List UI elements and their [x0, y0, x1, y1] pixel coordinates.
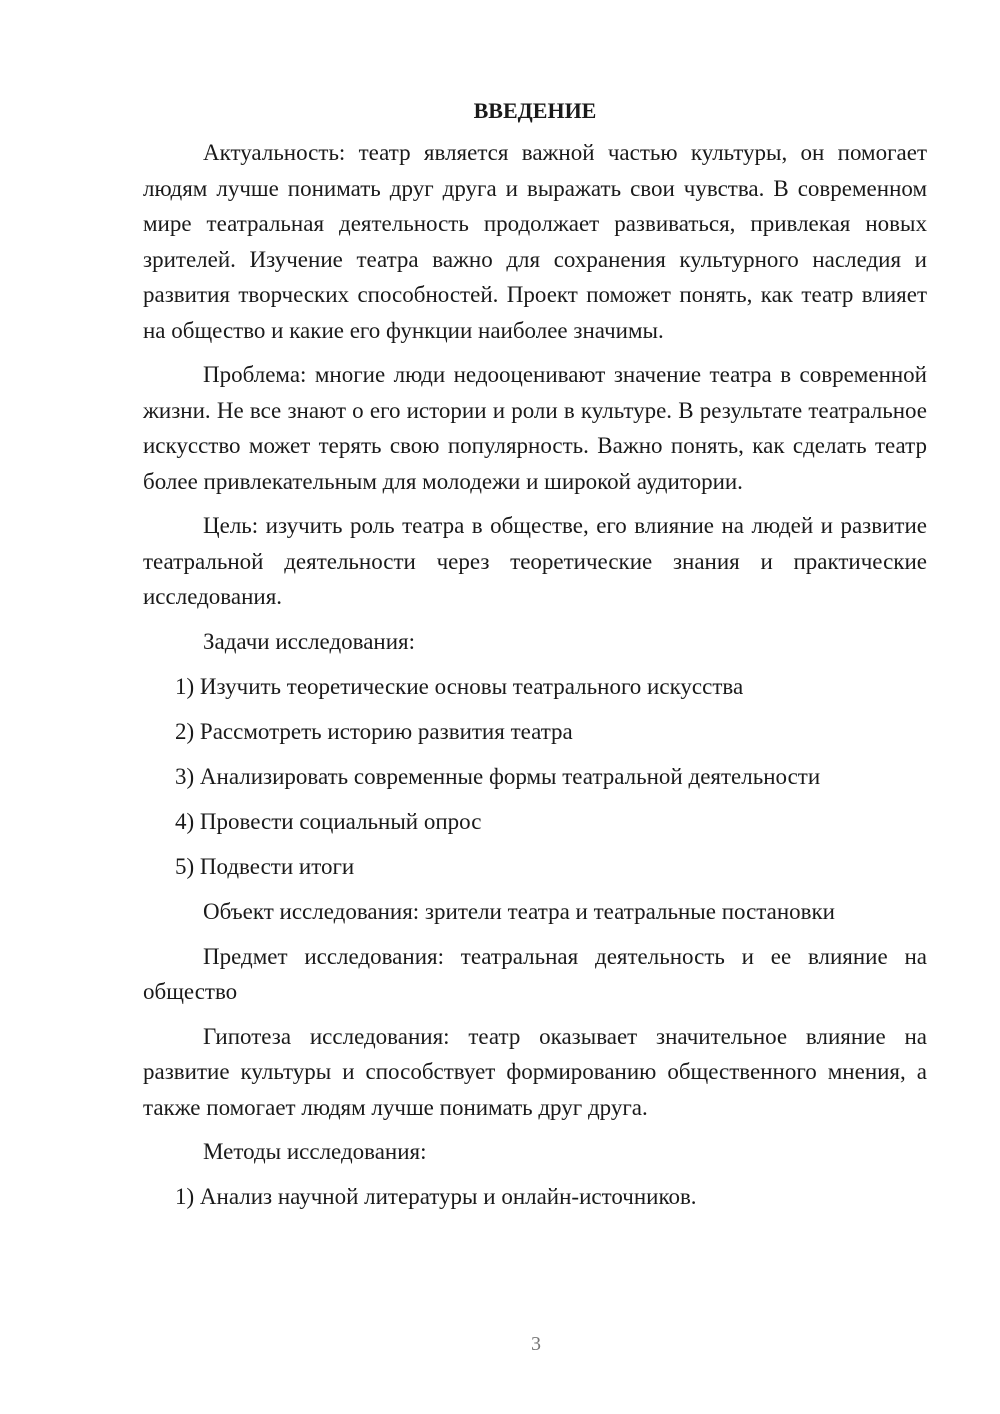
list-item: 5) Подвести итоги — [175, 853, 355, 879]
tasks-list — [143, 669, 927, 885]
problem-paragraph: Проблема: многие люди недооценивают значение театра в современной жизни. Не все знают о его истории и роли в культуре. В результате театральное искусство может терять свою популярность. Важно понять, как сделать театр более привлекательным для молодежи и широкой аудитории. — [143, 362, 927, 494]
object-paragraph: Объект исследования: зрители театра и театральные постановки — [203, 898, 835, 924]
page-number: 3 — [531, 1333, 541, 1355]
methods-heading: Методы исследования: — [203, 1139, 427, 1164]
methods-list — [143, 1179, 927, 1215]
list-item: 1) Изучить теоретические основы театрального искусства — [175, 673, 744, 699]
list-item: 2) Рассмотреть историю развития театра — [175, 718, 573, 744]
list-item: 4) Провести социальный опрос — [175, 808, 482, 834]
subject-paragraph: Предмет исследования: театральная деятельность и ее влияние на общество — [143, 943, 927, 1004]
hypothesis-paragraph: Гипотеза исследования: театр оказывает значительное влияние на развитие культуры и способствует формированию общественного мнения, а также помогает людям лучше понимать друг друга. — [143, 1023, 927, 1120]
list-item: 1) Анализ научной литературы и онлайн-источников. — [175, 1184, 697, 1209]
section-heading: ВВЕДЕНИЕ — [473, 98, 597, 123]
goal-paragraph: Цель: изучить роль театра в обществе, его влияние на людей и развитие театральной деятельности через теоретические знания и практические исследования. — [143, 513, 927, 609]
page-body — [143, 93, 927, 1224]
tasks-heading: Задачи исследования: — [203, 628, 416, 654]
relevance-paragraph: Актуальность: театр является важной частью культуры, он помогает людям лучше понимать друг друга и выражать свои чувства. В современном мире театральная деятельность продолжает развиваться, привлекая новых зрителей. Изучение театра важно для сохранения культурного наследия и развития творческих способностей. Проект поможет понять, как театр влияет на общество и какие его функции наиболее значимы. — [143, 140, 927, 343]
list-item: 3) Анализировать современные формы театральной деятельности — [175, 763, 821, 789]
